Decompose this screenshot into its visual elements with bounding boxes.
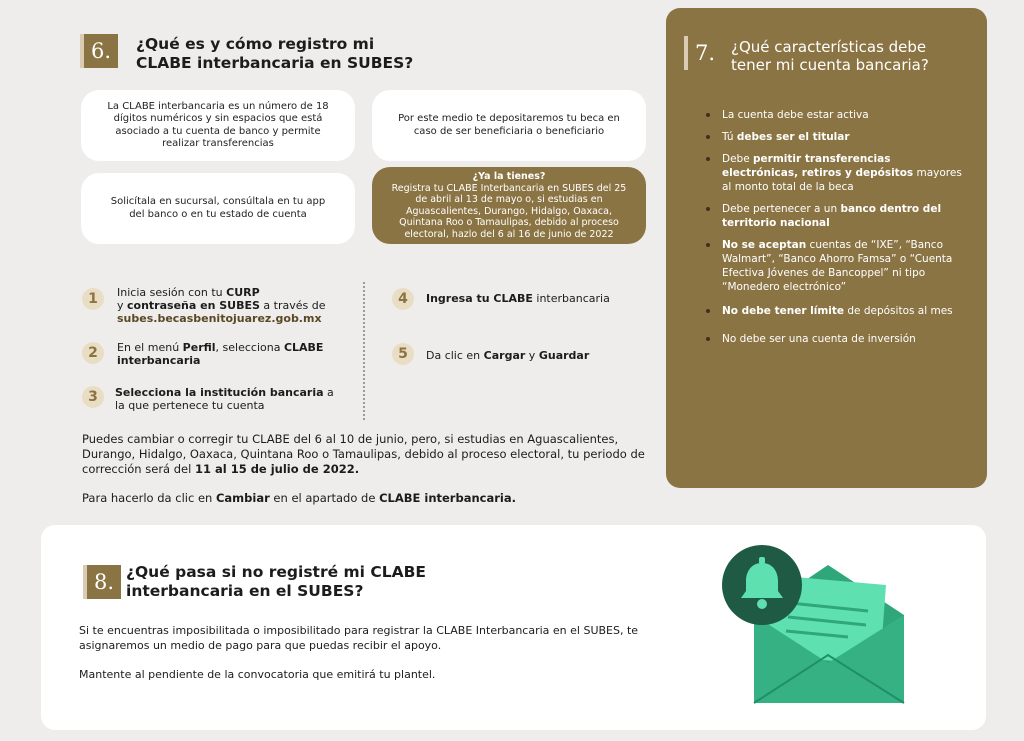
correction-paragraph: Puedes cambiar o corregir tu CLABE del 6 al 10 de junio, pero, si estudias en Aguascalientes, Durango, Hidalgo, Oaxaca, Quintana Roo o Tamaulipas, debido al proceso electoral, tu periodo de corrección será del 11 al 15 de julio de 2022. [82,432,645,476]
step-5-text: Da clic en Cargar y Guardar [426,349,590,362]
list-item: Tú debes ser el titular [706,130,966,144]
list-item: Debe pertenecer a un banco dentro del territorio nacional [706,202,966,230]
section-8-title-line2: interbancaria en el SUBES? [126,582,364,600]
info-pill-clabe-definition: La CLABE interbancaria es un número de 18 dígitos numéricos y sin espacios que está asociado a tu cuenta de banco y permite realizar transferencias [81,90,355,161]
section-6-title [136,35,413,73]
step-3-number: 3 [82,386,104,408]
section-6-title-line2: CLABE interbancaria en SUBES? [136,54,414,72]
step-4-number: 4 [392,288,414,310]
info-pill-deposit: Por este medio te depositaremos tu beca en caso de ser beneficiaria o beneficiario [372,90,646,161]
envelope-bell-icon [718,545,918,710]
change-paragraph: Para hacerlo da clic en Cambiar en el apartado de CLABE interbancaria. [82,491,516,505]
section-8-number: 8. [83,565,121,599]
section-6-title-line1: ¿Qué es y cómo registro mi [136,35,375,53]
section-7-title-line2: tener mi cuenta bancaria? [731,56,929,74]
section-6-number: 6. [80,34,118,68]
section-7-title [731,38,929,74]
section-8-paragraph-2: Mantente al pendiente de la convocatoria que emitirá tu plantel. [79,668,436,681]
info-pill-request: Solicítala en sucursal, consúltala en tu app del banco o en tu estado de cuenta [81,173,355,244]
step-3-text: Selecciona la institución bancaria a la que pertenece tu cuenta [115,386,334,412]
subes-link[interactable]: subes.becasbenitojuarez.gob.mx [117,312,322,325]
list-item: Debe permitir transferencias electrónicas, retiros y depósitos mayores al monto total de la beca [706,152,966,194]
step-2-number: 2 [82,342,104,364]
step-1-text: Inicia sesión con tu CURP y contraseña en SUBES a través de subes.becasbenitojuarez.gob.mx [117,286,326,325]
section-8-title-line1: ¿Qué pasa si no registré mi CLABE [126,563,427,581]
section-7-number: 7. [684,36,722,70]
already-have-title: ¿Ya la tienes? [472,171,546,182]
step-5-number: 5 [392,343,414,365]
info-pill-already-have [372,167,646,244]
list-item: No se aceptan cuentas de “IXE”, “Banco Walmart”, “Banco Ahorro Famsa” o “Cuenta Efectiva Jóvenes de Bancoppel” ni tipo “Monedero electrónico” [706,238,966,294]
section-8-title [126,563,426,601]
already-have-body: Registra tu CLABE Interbancaria en SUBES del 25 de abril al 13 de mayo o, si estudias en Aguascalientes, Durango, Hidalgo, Oaxaca, Quintana Roo o Tamaulipas, debido al proceso electoral, hazlo del 6 al 16 de junio de 2022 [391,182,627,240]
step-4-text: Ingresa tu CLABE interbancaria [426,292,610,305]
steps-divider [363,282,365,420]
list-item: No debe ser una cuenta de inversión [706,332,966,346]
list-item: No debe tener límite de depósitos al mes [706,304,966,318]
section-7-title-line1: ¿Qué características debe [731,38,927,56]
list-item: La cuenta debe estar activa [706,108,966,122]
account-requirements-list [706,108,966,346]
step-1-number: 1 [82,288,104,310]
section-8-paragraph-1: Si te encuentras imposibilitada o imposibilitado para registrar la CLABE Interbancaria en el SUBES, te asignaremos un medio de pago para que puedas recibir el apoyo. [79,624,639,652]
step-2-text: En el menú Perfil, selecciona CLABE interbancaria [117,341,324,367]
